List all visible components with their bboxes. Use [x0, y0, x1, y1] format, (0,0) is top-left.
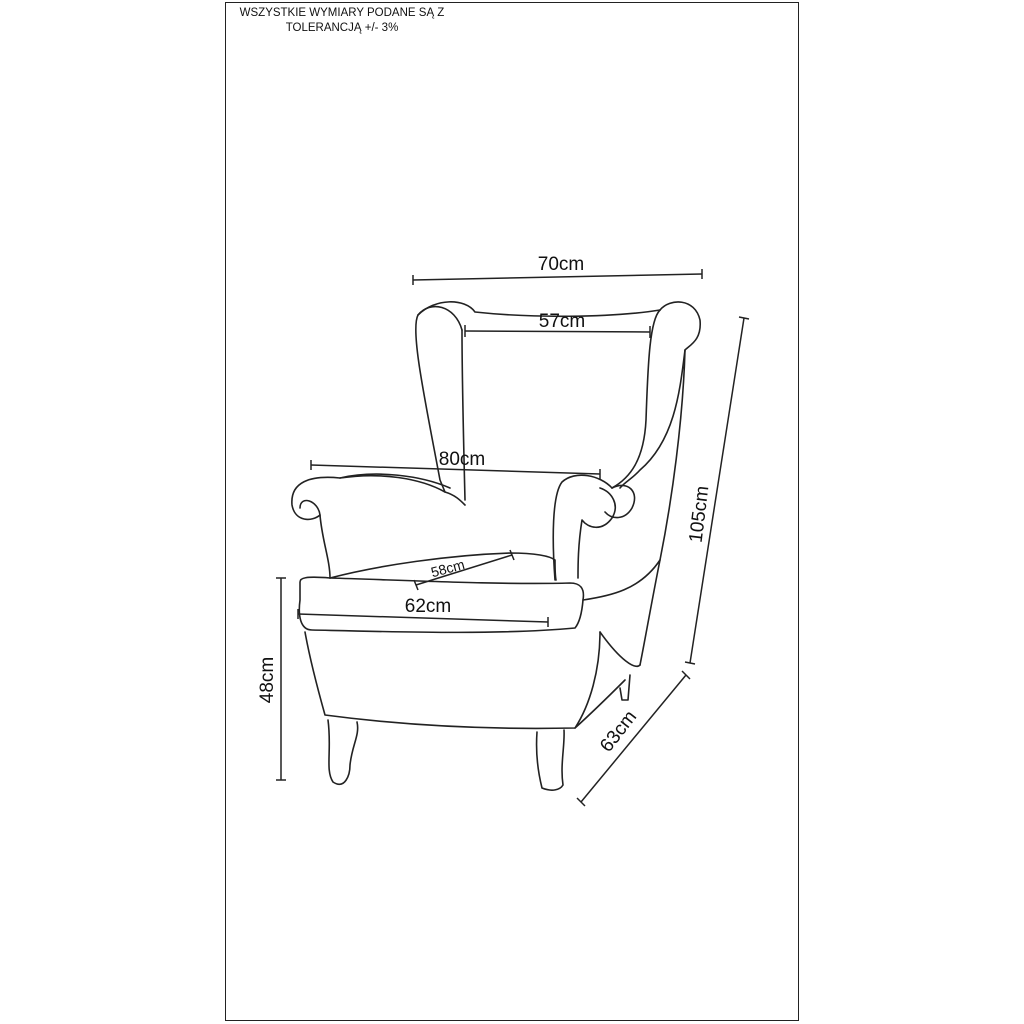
- right-wing: [620, 302, 700, 488]
- label-seat-width: 62cm: [404, 596, 452, 617]
- right-arm: [553, 475, 612, 580]
- tolerance-note-line2: TOLERANCJĄ +/- 3%: [285, 22, 399, 34]
- front-left-leg: [328, 720, 358, 784]
- right-arm-front: [578, 488, 615, 578]
- label-backrest-width: 57cm: [538, 311, 586, 332]
- chair-base: [305, 632, 600, 728]
- label-seat-depth: 58cm: [429, 556, 467, 581]
- tolerance-note-line1: WSZYSTKIE WYMIARY PODANE SĄ Z: [239, 7, 445, 19]
- left-wing: [416, 307, 465, 505]
- chair-base-right: [583, 560, 660, 600]
- left-arm: [292, 476, 445, 578]
- label-arm-width: 80cm: [438, 449, 486, 470]
- label-seat-height: 48cm: [257, 656, 278, 704]
- dimension-lines: [276, 269, 749, 806]
- armchair-outline: [292, 302, 700, 790]
- right-wing-inner: [612, 310, 660, 488]
- front-right-leg: [537, 730, 565, 790]
- back-right-leg: [620, 675, 630, 700]
- left-arm-scroll: [300, 501, 320, 515]
- label-depth: 63cm: [596, 706, 642, 757]
- label-top-width: 70cm: [537, 254, 585, 275]
- right-arm-scroll: [605, 485, 635, 517]
- label-total-height: 105cm: [685, 484, 714, 544]
- left-wing-inner: [462, 330, 465, 500]
- dimension-labels: [257, 254, 713, 756]
